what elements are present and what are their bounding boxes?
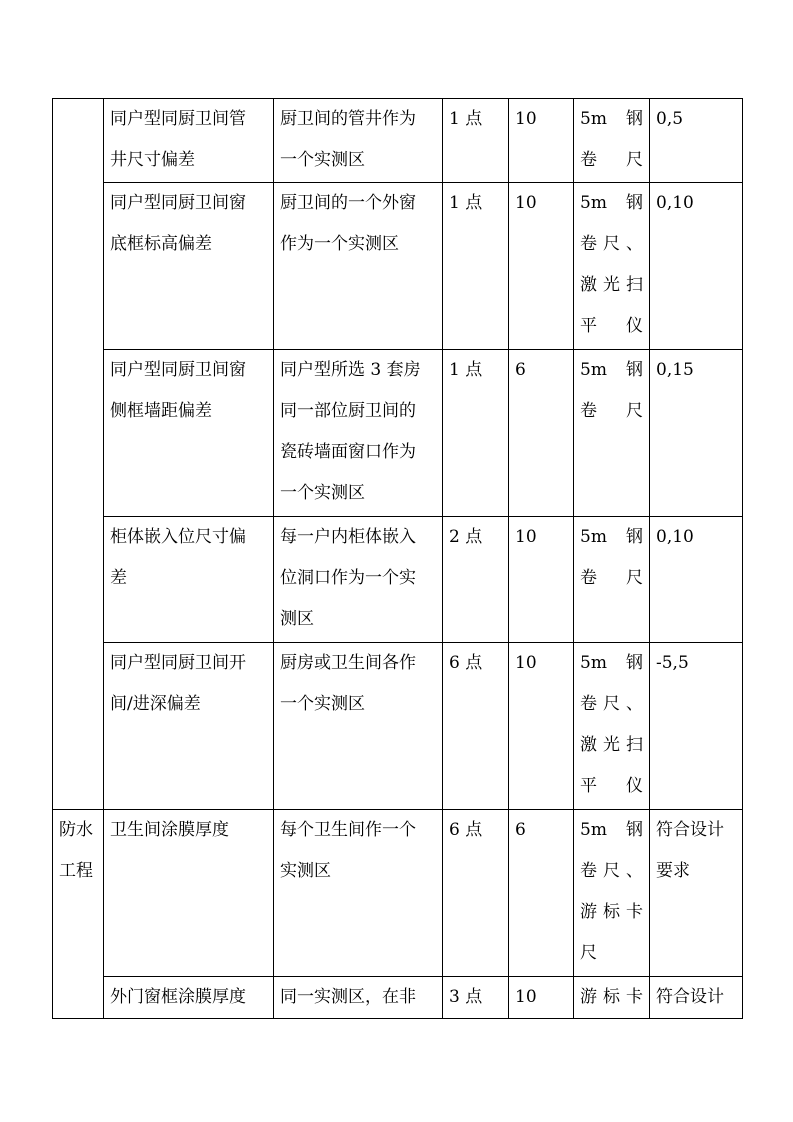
tool-cell: 5m 钢 卷尺 <box>574 350 650 517</box>
points-cell: 1 点 <box>443 183 509 350</box>
range-cell: 符合设计 要求 <box>650 810 743 977</box>
item-cell: 同户型同厨卫间窗 底框标高偏差 <box>104 183 274 350</box>
area-cell: 厨卫间的一个外窗 作为一个实测区 <box>274 183 443 350</box>
tool-cell: 5m 钢 卷尺、 激光扫 平仪 <box>574 643 650 810</box>
range-cell: 0,10 <box>650 517 743 643</box>
table-row <box>53 977 743 1019</box>
range-cell: 符合设计 <box>650 977 743 1019</box>
count-cell: 10 <box>509 643 574 810</box>
item-cell: 柜体嵌入位尺寸偏 差 <box>104 517 274 643</box>
area-cell: 同户型所选 3 套房 同一部位厨卫间的 瓷砖墙面窗口作为 一个实测区 <box>274 350 443 517</box>
area-cell: 每个卫生间作一个 实测区 <box>274 810 443 977</box>
points-cell: 6 点 <box>443 643 509 810</box>
points-cell: 6 点 <box>443 810 509 977</box>
points-cell: 1 点 <box>443 350 509 517</box>
table-row <box>53 643 743 810</box>
measurement-table <box>52 98 743 1019</box>
range-cell: 0,5 <box>650 99 743 183</box>
area-cell: 厨卫间的管井作为 一个实测区 <box>274 99 443 183</box>
tool-cell: 游标卡 <box>574 977 650 1019</box>
table-row <box>53 517 743 643</box>
area-cell: 每一户内柜体嵌入 位洞口作为一个实 测区 <box>274 517 443 643</box>
item-cell: 同户型同厨卫间管 井尺寸偏差 <box>104 99 274 183</box>
range-cell: 0,15 <box>650 350 743 517</box>
table-row <box>53 810 743 977</box>
range-cell: 0,10 <box>650 183 743 350</box>
points-cell: 1 点 <box>443 99 509 183</box>
table-row <box>53 99 743 183</box>
category-cell-waterproof: 防水 工程 <box>53 810 104 1019</box>
table-row <box>53 350 743 517</box>
range-cell: -5,5 <box>650 643 743 810</box>
tool-cell: 5m 钢 卷尺 <box>574 99 650 183</box>
points-cell: 3 点 <box>443 977 509 1019</box>
count-cell: 10 <box>509 99 574 183</box>
item-cell: 同户型同厨卫间窗 侧框墙距偏差 <box>104 350 274 517</box>
item-cell: 外门窗框涂膜厚度 <box>104 977 274 1019</box>
area-cell: 同一实测区，在非 <box>274 977 443 1019</box>
count-cell: 6 <box>509 810 574 977</box>
area-cell: 厨房或卫生间各作 一个实测区 <box>274 643 443 810</box>
count-cell: 6 <box>509 350 574 517</box>
table-row <box>53 183 743 350</box>
tool-cell: 5m 钢 卷尺 <box>574 517 650 643</box>
count-cell: 10 <box>509 977 574 1019</box>
count-cell: 10 <box>509 517 574 643</box>
points-cell: 2 点 <box>443 517 509 643</box>
item-cell: 卫生间涂膜厚度 <box>104 810 274 977</box>
tool-cell: 5m 钢 卷尺、 激光扫 平仪 <box>574 183 650 350</box>
count-cell: 10 <box>509 183 574 350</box>
item-cell: 同户型同厨卫间开 间/进深偏差 <box>104 643 274 810</box>
category-cell-blank <box>53 99 104 810</box>
tool-cell: 5m 钢 卷尺、 游标卡 尺 <box>574 810 650 977</box>
